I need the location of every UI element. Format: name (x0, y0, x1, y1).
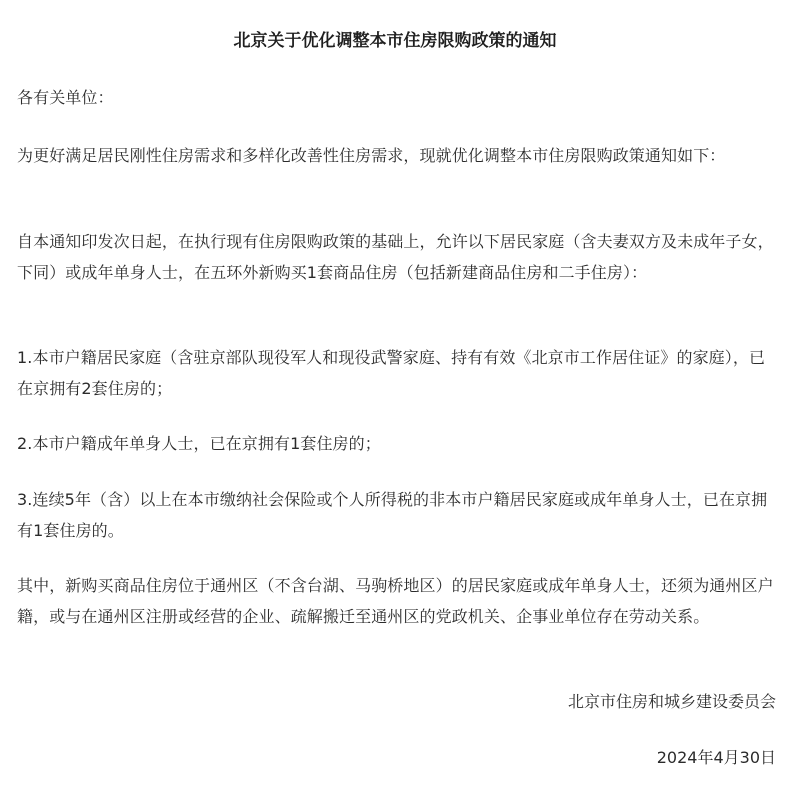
signature-organization: 北京市住房和城乡建设委员会 (567, 692, 776, 711)
intro-paragraph: 为更好满足居民刚性住房需求和多样化改善性住房需求，现就优化调整本市住房限购政策通知如下： (17, 146, 726, 165)
salutation: 各有关单位： (17, 88, 114, 107)
list-item: 2.本市户籍成年单身人士，已在京拥有1套住房的； (17, 434, 381, 453)
signature-date: 2024年4月30日 (656, 748, 776, 767)
list-item: 3.连续5年（含）以上在本市缴纳社会保险或个人所得税的非本市户籍居民家庭或成年单身人士，已在京拥有1套住房的。 (17, 490, 768, 540)
list-item: 1.本市户籍居民家庭（含驻京部队现役军人和现役武警家庭、持有有效《北京市工作居住证》的家庭），已在京拥有2套住房的； (17, 348, 766, 398)
supplementary-paragraph: 其中，新购买商品住房位于通州区（不含台湖、马驹桥地区）的居民家庭或成年单身人士，还须为通州区户籍，或与在通州区注册或经营的企业、疏解搬迁至通州区的党政机关、企事业单位存在劳动关系。 (17, 576, 774, 626)
notice-title: 北京关于优化调整本市住房限购政策的通知 (233, 31, 557, 51)
main-paragraph: 自本通知印发次日起，在执行现有住房限购政策的基础上，允许以下居民家庭（含夫妻双方及未成年子女，下同）或成年单身人士，在五环外新购买1套商品住房（包括新建商品住房和二手住房）： (17, 232, 774, 282)
